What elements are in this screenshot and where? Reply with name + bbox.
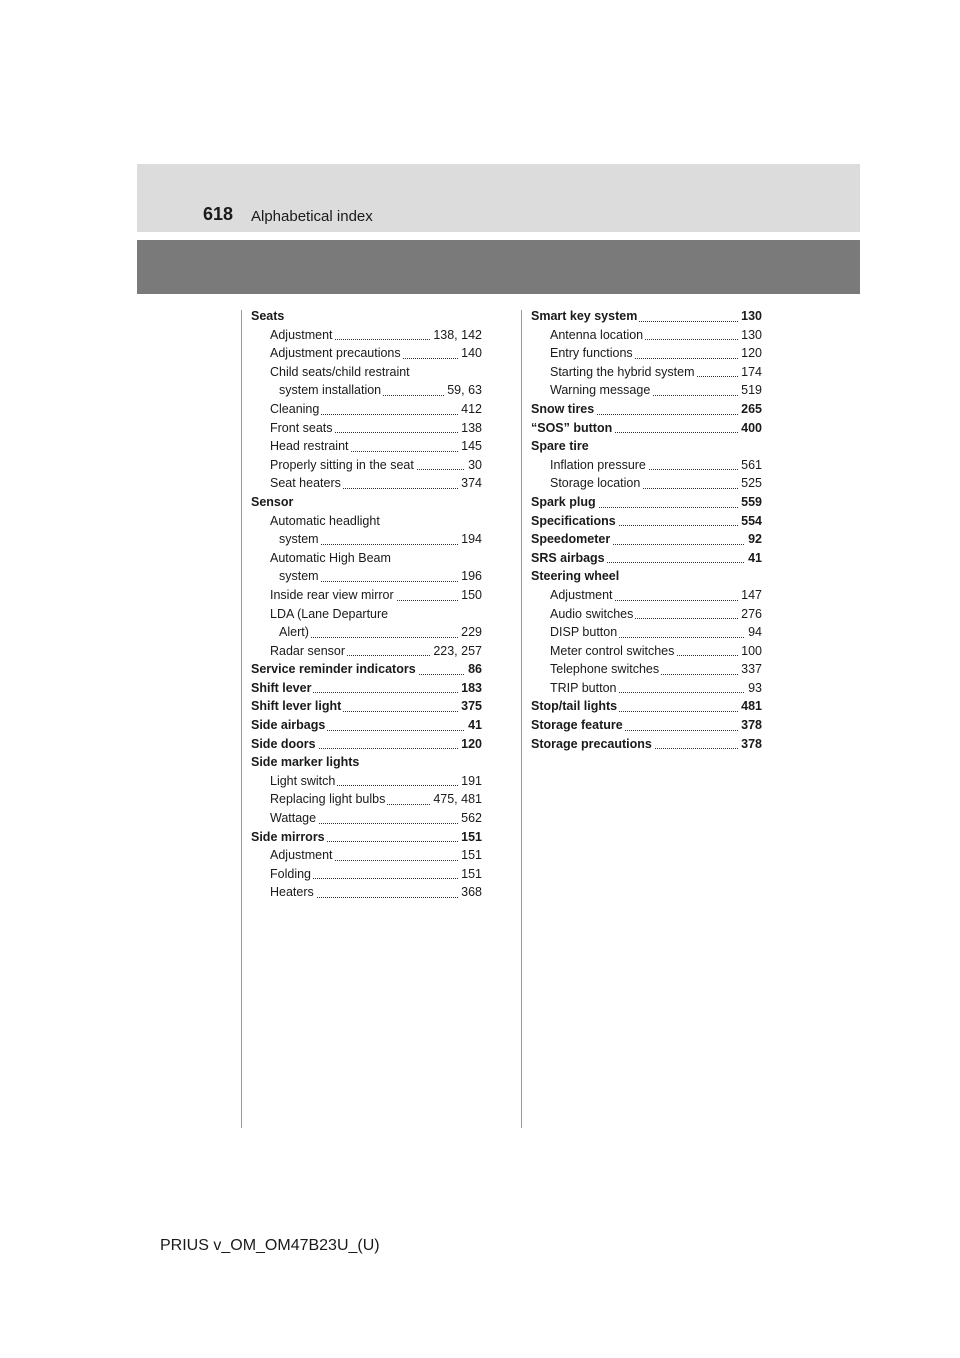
index-subentry xyxy=(251,772,482,791)
page-reference[interactable]: 130 xyxy=(738,307,762,326)
entry-label: Head restraint xyxy=(270,439,349,454)
entry-label: Inside rear view mirror xyxy=(270,587,394,602)
index-subentry xyxy=(531,344,762,363)
entry-label: Inflation pressure xyxy=(550,457,646,472)
page-reference[interactable]: 145 xyxy=(458,437,482,456)
index-subentry xyxy=(251,474,482,493)
page-reference[interactable]: 525 xyxy=(738,474,762,493)
section-title: Alphabetical index xyxy=(251,208,373,225)
entry-label: Folding xyxy=(270,866,311,881)
header-band xyxy=(137,164,860,232)
entry-label: Seats xyxy=(251,309,285,323)
index-heading xyxy=(531,697,762,716)
entry-label: Replacing light bulbs xyxy=(270,792,386,807)
entry-label: Automatic High Beam xyxy=(270,550,391,565)
entry-label: Telephone switches xyxy=(550,662,660,677)
entry-label: Smart key system xyxy=(531,309,638,323)
index-heading xyxy=(531,307,762,326)
page-reference[interactable]: 276 xyxy=(738,605,762,624)
page-reference[interactable]: 378 xyxy=(738,735,762,754)
entry-label: Spare tire xyxy=(531,439,589,454)
page-reference[interactable]: 151 xyxy=(458,828,482,847)
entry-label: Spark plug xyxy=(531,494,596,509)
entry-label: system xyxy=(279,532,319,547)
page-reference[interactable]: 223, 257 xyxy=(430,642,482,661)
entry-label: Sensor xyxy=(251,494,294,509)
entry-label: Light switch xyxy=(270,773,336,788)
entry-label: Side marker lights xyxy=(251,755,360,770)
page-reference[interactable]: 562 xyxy=(458,809,482,828)
index-subentry xyxy=(251,586,482,605)
index-subentry xyxy=(531,586,762,605)
entry-label: Adjustment xyxy=(550,587,613,602)
entry-label: Front seats xyxy=(270,420,333,435)
entry-label: Meter control switches xyxy=(550,643,675,658)
index-heading xyxy=(251,716,482,735)
page-reference[interactable]: 86 xyxy=(465,660,482,679)
page-reference[interactable]: 100 xyxy=(738,642,762,661)
index-subentry xyxy=(251,344,482,363)
entry-label: Storage location xyxy=(550,476,641,491)
index-heading xyxy=(251,679,482,698)
index-subentry xyxy=(251,326,482,345)
page-reference[interactable]: 375 xyxy=(458,697,482,716)
entry-label: Cleaning xyxy=(270,401,320,416)
index-subentry xyxy=(251,363,482,382)
index-subentry xyxy=(531,474,762,493)
index-heading xyxy=(251,493,482,512)
index-column-right xyxy=(531,307,762,753)
document-id: PRIUS v_OM_OM47B23U_(U) xyxy=(160,1237,380,1254)
page-reference[interactable]: 229 xyxy=(458,623,482,642)
index-subentry xyxy=(251,790,482,809)
index-subentry xyxy=(531,456,762,475)
page-number: 618 xyxy=(203,204,234,224)
index-heading xyxy=(531,437,762,456)
entry-label: Storage precautions xyxy=(531,736,652,751)
index-subentry xyxy=(531,326,762,345)
page-reference[interactable]: 265 xyxy=(738,400,762,419)
entry-label: Entry functions xyxy=(550,346,633,361)
page-reference[interactable]: 151 xyxy=(458,846,482,865)
center-column-rule xyxy=(521,310,522,1128)
page-reference[interactable]: 194 xyxy=(458,530,482,549)
page-reference[interactable]: 378 xyxy=(738,716,762,735)
index-heading xyxy=(531,735,762,754)
index-heading xyxy=(531,567,762,586)
entry-label: Child seats/child restraint xyxy=(270,364,410,379)
page-reference[interactable]: 94 xyxy=(745,623,762,642)
entry-label: SRS airbags xyxy=(531,550,605,565)
index-subentry xyxy=(251,456,482,475)
page-reference[interactable]: 140 xyxy=(458,344,482,363)
entry-label: Adjustment xyxy=(270,848,333,863)
index-heading xyxy=(251,753,482,772)
index-heading xyxy=(531,549,762,568)
page-reference[interactable]: 138 xyxy=(458,419,482,438)
entry-label: Shift lever light xyxy=(251,699,342,714)
index-subentry xyxy=(531,363,762,382)
entry-label: Steering wheel xyxy=(531,569,620,584)
page-reference[interactable]: 519 xyxy=(738,381,762,400)
page-reference[interactable]: 368 xyxy=(458,883,482,902)
index-subentry xyxy=(531,381,762,400)
page-reference[interactable]: 138, 142 xyxy=(430,326,482,345)
index-subentry xyxy=(251,437,482,456)
entry-label: Alert) xyxy=(279,625,309,640)
index-heading xyxy=(531,493,762,512)
left-column-rule xyxy=(241,310,242,1128)
index-heading xyxy=(531,512,762,531)
index-heading xyxy=(531,419,762,438)
index-subentry xyxy=(251,381,482,400)
page-reference[interactable]: 120 xyxy=(458,735,482,754)
page-reference[interactable]: 147 xyxy=(738,586,762,605)
entry-label: LDA (Lane Departure xyxy=(270,606,389,621)
entry-label: “SOS” button xyxy=(531,420,613,435)
entry-label: Automatic headlight xyxy=(270,513,380,528)
page-reference[interactable]: 196 xyxy=(458,567,482,586)
page-reference[interactable]: 59, 63 xyxy=(444,381,482,400)
page-reference[interactable]: 130 xyxy=(738,326,762,345)
page-reference[interactable]: 400 xyxy=(738,419,762,438)
index-subentry xyxy=(531,623,762,642)
page-reference[interactable]: 412 xyxy=(458,400,482,419)
entry-label: Properly sitting in the seat xyxy=(270,457,414,472)
entry-label: Snow tires xyxy=(531,401,595,416)
index-heading xyxy=(251,660,482,679)
page-reference[interactable]: 151 xyxy=(458,865,482,884)
index-subentry xyxy=(251,883,482,902)
page-reference[interactable]: 337 xyxy=(738,660,762,679)
entry-label: Shift lever xyxy=(251,680,312,695)
index-subentry xyxy=(251,419,482,438)
index-heading xyxy=(251,307,482,326)
entry-label: Specifications xyxy=(531,513,616,528)
entry-label: Antenna location xyxy=(550,327,644,342)
index-subentry xyxy=(531,679,762,698)
index-subentry xyxy=(251,865,482,884)
entry-label: Side mirrors xyxy=(251,829,325,844)
index-heading xyxy=(251,735,482,754)
page-reference[interactable]: 120 xyxy=(738,344,762,363)
page-reference[interactable]: 475, 481 xyxy=(430,790,482,809)
entry-label: Heaters xyxy=(270,885,314,900)
entry-label: Adjustment precautions xyxy=(270,346,401,361)
entry-label: system installation xyxy=(279,383,382,398)
index-heading xyxy=(251,697,482,716)
entry-label: Storage feature xyxy=(531,718,623,733)
page-reference[interactable]: 191 xyxy=(458,772,482,791)
page-reference[interactable]: 30 xyxy=(465,456,482,475)
page-reference[interactable]: 561 xyxy=(738,456,762,475)
index-subentry xyxy=(251,809,482,828)
entry-label: Stop/tail lights xyxy=(531,699,618,714)
entry-label: system xyxy=(279,569,319,584)
entry-label: Starting the hybrid system xyxy=(550,364,695,379)
entry-label: Warning message xyxy=(550,383,651,398)
entry-label: Seat heaters xyxy=(270,476,341,491)
entry-label: Side doors xyxy=(251,736,316,751)
index-subentry xyxy=(531,660,762,679)
page-reference[interactable]: 481 xyxy=(738,697,762,716)
index-subentry xyxy=(251,642,482,661)
page-reference[interactable]: 150 xyxy=(458,586,482,605)
entry-label: Wattage xyxy=(270,811,317,826)
index-subentry xyxy=(251,512,482,531)
page-reference[interactable]: 92 xyxy=(745,530,762,549)
entry-label: Radar sensor xyxy=(270,643,346,658)
index-subentry xyxy=(251,623,482,642)
index-column-left xyxy=(251,307,482,902)
page-reference[interactable]: 183 xyxy=(458,679,482,698)
entry-label: Adjustment xyxy=(270,327,333,342)
index-subentry xyxy=(251,567,482,586)
index-subentry xyxy=(531,605,762,624)
index-subentry xyxy=(251,549,482,568)
page-reference[interactable]: 41 xyxy=(745,549,762,568)
entry-label: TRIP button xyxy=(550,680,617,695)
entry-label: Service reminder indicators xyxy=(251,662,416,677)
page-reference[interactable]: 41 xyxy=(465,716,482,735)
page-reference[interactable]: 93 xyxy=(745,679,762,698)
index-subentry xyxy=(531,642,762,661)
page-reference[interactable]: 559 xyxy=(738,493,762,512)
entry-label: Side airbags xyxy=(251,718,326,733)
index-heading xyxy=(531,400,762,419)
entry-label: DISP button xyxy=(550,625,618,640)
index-subentry xyxy=(251,846,482,865)
page-reference[interactable]: 174 xyxy=(738,363,762,382)
index-heading xyxy=(531,716,762,735)
page-reference[interactable]: 554 xyxy=(738,512,762,531)
entry-label: Speedometer xyxy=(531,532,611,547)
index-subentry xyxy=(251,605,482,624)
index-heading xyxy=(531,530,762,549)
index-subentry xyxy=(251,530,482,549)
index-subentry xyxy=(251,400,482,419)
page-reference[interactable]: 374 xyxy=(458,474,482,493)
entry-label: Audio switches xyxy=(550,606,634,621)
header-dark-band xyxy=(137,240,860,294)
index-heading xyxy=(251,828,482,847)
